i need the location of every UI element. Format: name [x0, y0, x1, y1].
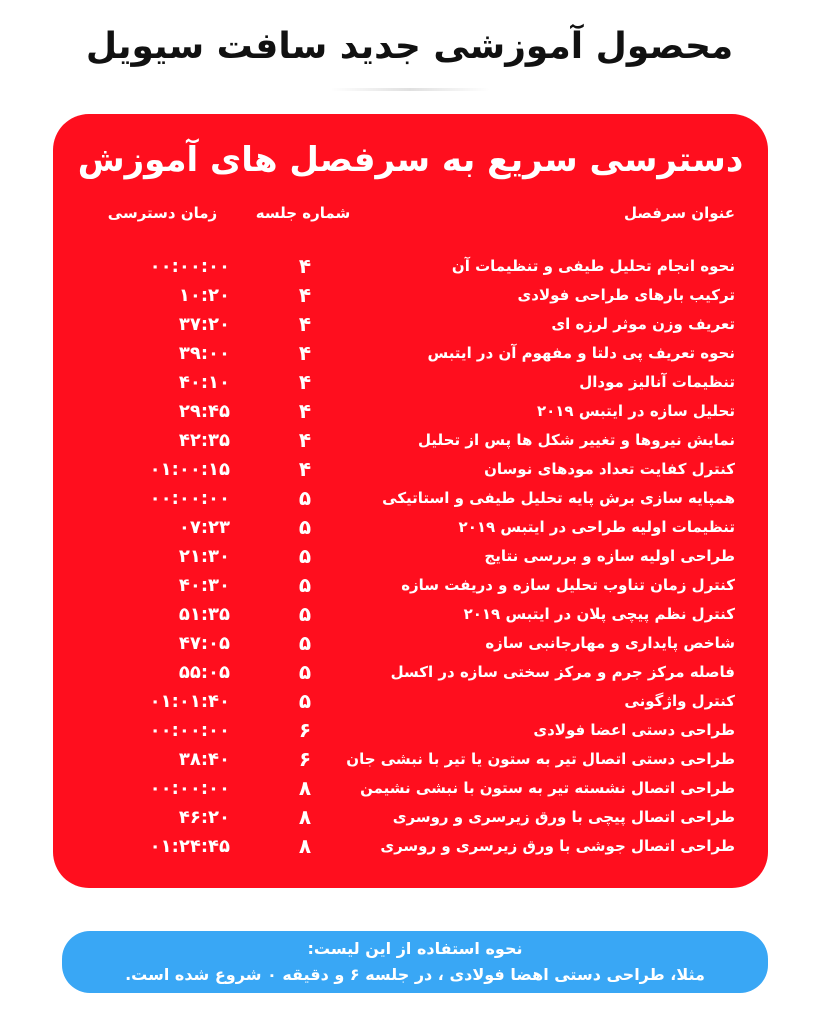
access-time: ۳۹:۰۰: [178, 343, 230, 364]
topic-title: طراحی اولیه سازه و بررسی نتایج: [484, 547, 735, 565]
topic-title: ترکیب بارهای طراحی فولادی: [517, 286, 735, 304]
session-number: ۸: [298, 805, 312, 829]
topic-row: [53, 834, 768, 863]
topic-row: [53, 805, 768, 834]
access-time: ۲۹:۴۵: [178, 401, 230, 422]
topic-row: [53, 515, 768, 544]
session-number: ۵: [298, 660, 312, 684]
topic-row: [53, 602, 768, 631]
topic-title: طراحی اتصال جوشی با ورق زیرسری و روسری: [380, 837, 735, 855]
topic-row: [53, 457, 768, 486]
topic-row: [53, 544, 768, 573]
topic-title: تعریف وزن موثر لرزه ای: [551, 315, 735, 333]
access-time: ۰۰:۰۰:۰۰: [149, 256, 230, 277]
header-time: زمان دسترسی: [107, 204, 218, 222]
topic-title: فاصله مرکز جرم و مرکز سختی سازه در اکسل: [390, 663, 735, 681]
session-number: ۵: [298, 544, 312, 568]
topic-title: نحوه تعریف پی دلتا و مفهوم آن در ایتبس: [427, 344, 735, 362]
access-time: ۴۰:۳۰: [178, 575, 230, 596]
session-number: ۶: [298, 718, 312, 742]
access-time: ۱۰:۲۰: [178, 285, 230, 306]
access-time: ۰۱:۰۱:۴۰: [149, 691, 230, 712]
access-time: ۰۰:۰۰:۰۰: [149, 488, 230, 509]
usage-note-title: نحوه استفاده از این لیست:: [307, 939, 523, 958]
session-number: ۵: [298, 602, 312, 626]
topic-title: کنترل واژگونی: [624, 692, 735, 710]
topic-row: [53, 747, 768, 776]
topic-title: همپایه سازی برش پایه تحلیل طیفی و استاتیکی: [382, 489, 735, 507]
topic-row: [53, 341, 768, 370]
topic-row: [53, 370, 768, 399]
session-number: ۴: [298, 457, 312, 481]
usage-note-example: مثلا، طراحی دستی اهضا فولادی ، در جلسه ۶ و دقیقه ۰ شروع شده است.: [125, 965, 705, 984]
session-number: ۵: [298, 631, 312, 655]
access-time: ۴۷:۰۵: [178, 633, 230, 654]
topic-title: تحلیل سازه در ایتبس ۲۰۱۹: [536, 402, 735, 420]
panel-heading: دسترسی سریع به سرفصل های آموزش: [77, 140, 744, 180]
session-number: ۸: [298, 776, 312, 800]
topic-title: نحوه انجام تحلیل طیفی و تنظیمات آن: [451, 257, 735, 275]
access-time: ۴۲:۳۵: [178, 430, 230, 451]
session-number: ۴: [298, 341, 312, 365]
topic-row: [53, 689, 768, 718]
page-title: محصول آموزشی جدید سافت سیویل: [85, 26, 734, 67]
access-time: ۲۱:۳۰: [178, 546, 230, 567]
title-underline: [330, 88, 490, 91]
topic-row: [53, 399, 768, 428]
access-time: ۵۱:۳۵: [178, 604, 230, 625]
topics-panel: [53, 114, 768, 888]
session-number: ۴: [298, 283, 312, 307]
access-time: ۴۶:۲۰: [178, 807, 230, 828]
topic-row: [53, 283, 768, 312]
session-number: ۸: [298, 834, 312, 858]
access-time: ۰۱:۰۰:۱۵: [149, 459, 230, 480]
session-number: ۴: [298, 428, 312, 452]
session-number: ۵: [298, 573, 312, 597]
session-number: ۵: [298, 515, 312, 539]
topic-title: شاخص پایداری و مهارجانبی سازه: [485, 634, 735, 652]
access-time: ۰۰:۰۰:۰۰: [149, 778, 230, 799]
topic-title: طراحی اتصال پیچی با ورق زیرسری و روسری: [392, 808, 735, 826]
topic-row: [53, 428, 768, 457]
topic-row: [53, 486, 768, 515]
topic-row: [53, 254, 768, 283]
session-number: ۴: [298, 399, 312, 423]
topic-title: کنترل نظم پیچی پلان در ایتبس ۲۰۱۹: [463, 605, 735, 623]
access-time: ۰۰:۰۰:۰۰: [149, 720, 230, 741]
session-number: ۴: [298, 254, 312, 278]
topic-row: [53, 718, 768, 747]
topic-row: [53, 631, 768, 660]
access-time: ۳۸:۴۰: [178, 749, 230, 770]
topic-row: [53, 573, 768, 602]
access-time: ۰۷:۲۳: [178, 517, 230, 538]
topic-row: [53, 312, 768, 341]
topic-title: تنظیمات آنالیز مودال: [579, 373, 735, 391]
topic-title: طراحی دستی اعضا فولادی: [533, 721, 735, 739]
topic-title: طراحی دستی اتصال تیر به ستون یا تیر با نبشی جان: [346, 750, 735, 768]
header-session: شماره جلسه: [255, 204, 351, 222]
access-time: ۴۰:۱۰: [178, 372, 230, 393]
topic-title: نمایش نیروها و تغییر شکل ها پس از تحلیل: [418, 431, 735, 449]
session-number: ۶: [298, 747, 312, 771]
access-time: ۵۵:۰۵: [178, 662, 230, 683]
access-time: ۰۱:۲۴:۴۵: [149, 836, 230, 857]
topic-title: کنترل کفایت تعداد مودهای نوسان: [484, 460, 735, 478]
topic-row: [53, 776, 768, 805]
topic-title: کنترل زمان تناوب تحلیل سازه و دریفت سازه: [401, 576, 735, 594]
access-time: ۳۷:۲۰: [178, 314, 230, 335]
session-number: ۴: [298, 312, 312, 336]
topic-title: تنظیمات اولیه طراحی در ایتبس ۲۰۱۹: [458, 518, 735, 536]
usage-note: [62, 931, 768, 993]
topic-title: طراحی اتصال نشسته تیر به ستون با نبشی نشیمن: [360, 779, 735, 797]
session-number: ۵: [298, 486, 312, 510]
session-number: ۵: [298, 689, 312, 713]
header-topic: عنوان سرفصل: [623, 204, 735, 222]
topic-row: [53, 660, 768, 689]
session-number: ۴: [298, 370, 312, 394]
